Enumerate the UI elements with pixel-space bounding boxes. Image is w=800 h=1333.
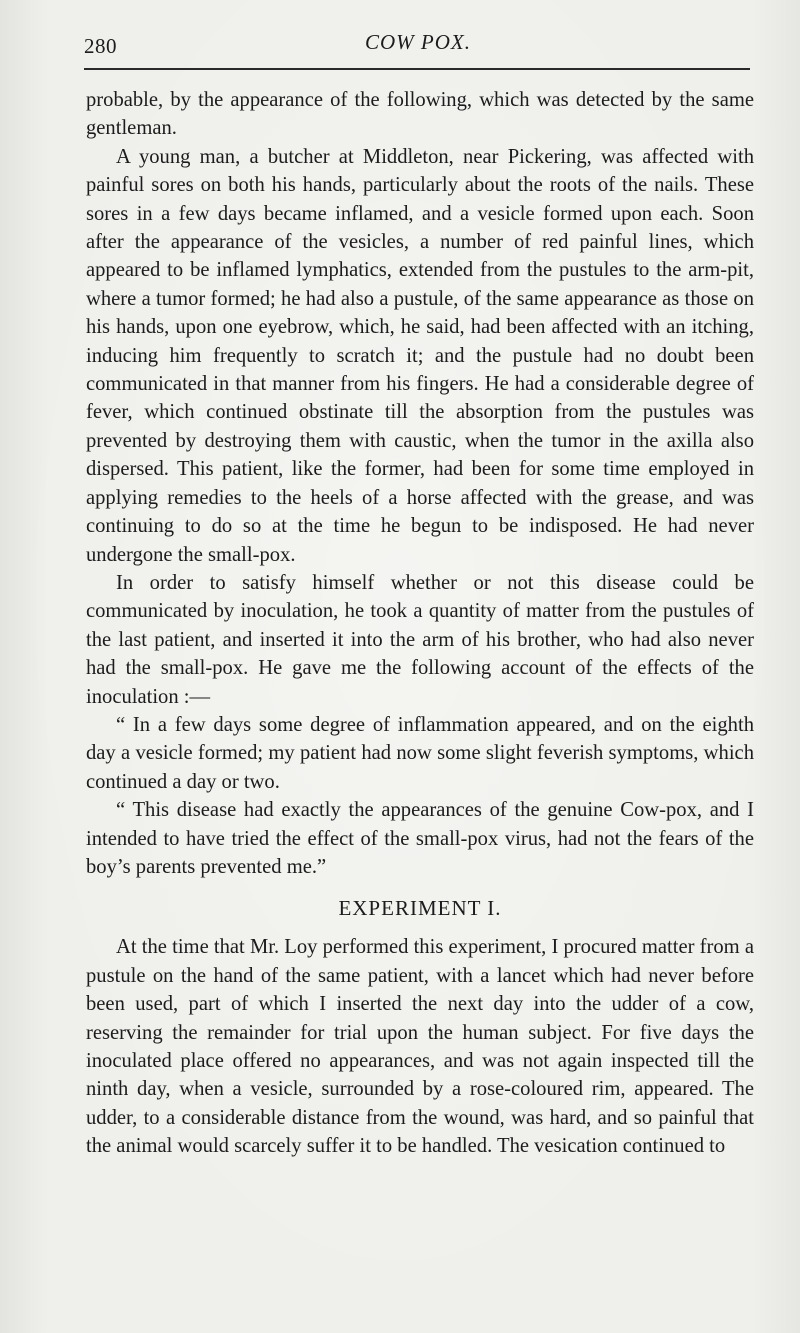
header-rule	[84, 68, 750, 70]
page-number: 280	[84, 34, 117, 58]
section-heading: EXPERIMENT I.	[338, 896, 502, 921]
paragraph-quote-cowpox: “ This disease had exactly the appearances of the genuine Cow-pox, and I intended to have tried the effect of the small-pox virus, had not the fears of the boy’s parents prevented me.”	[86, 799, 754, 878]
paragraph-quote-inflammation: “ In a few days some degree of inflammation appeared, and on the eighth day a vesicle formed; my patient had now some slight feverish symptoms, which continued a day or two.	[86, 713, 754, 793]
body-text	[86, 86, 754, 1161]
paragraph-continuation: probable, by the appearance of the following, which was detected by the same gentleman.	[86, 89, 754, 140]
paragraph-inoculation: In order to satisfy himself whether or not this disease could be communicated by inoculation, he took a quantity of matter from the pustules of the last patient, and inserted it into the arm of his brother, who had also never had the small-pox. He gave me the following account of the effects of the inoculation :—	[86, 571, 754, 708]
page-header	[84, 30, 752, 62]
paragraph-experiment: At the time that Mr. Loy performed this experiment, I procured matter from a pustule on the hand of the same patient, with a lancet which had never before been used, part of which I inserted the next day into the udder of a cow, reserving the remainder for trial upon the human subject. For five days the inoculated place offered no appearances, and was not again inspected till the ninth day, when a vesicle, surrounded by a rose-coloured rim, appeared. The udder, to a considerable distance from the wound, was hard, and so painful that the animal would scarcely suffer it to be handled. The vesication continued to	[86, 936, 754, 1158]
paragraph-butcher-case: A young man, a butcher at Middleton, near Pickering, was affected with painful sores on both his hands, particularly about the roots of the nails. These sores in a few days became inflamed, and a vesicle formed upon each. Soon after the appearance of the vesicles, a number of red painful lines, which appeared to be inflamed lymphatics, extended from the pustules to the arm-pit, where a tumor formed; he had also a pustule, of the same appearance as those on his hands, upon one eyebrow, which, he said, had been affected with an itching, inducing him frequently to scratch it; and the pustule had no doubt been communicated in that manner from his fingers. He had a considerable degree of fever, which continued obstinate till the absorption from the pustules was prevented by destroying them with caustic, when the tumor in the axilla also dispersed. This patient, like the former, had been for some time employed in applying remedies to the heels of a horse affected with the grease, and was continuing to do so at the time he begun to be indisposed. He had never undergone the small-pox.	[86, 145, 754, 566]
running-head: COW POX.	[365, 30, 471, 54]
